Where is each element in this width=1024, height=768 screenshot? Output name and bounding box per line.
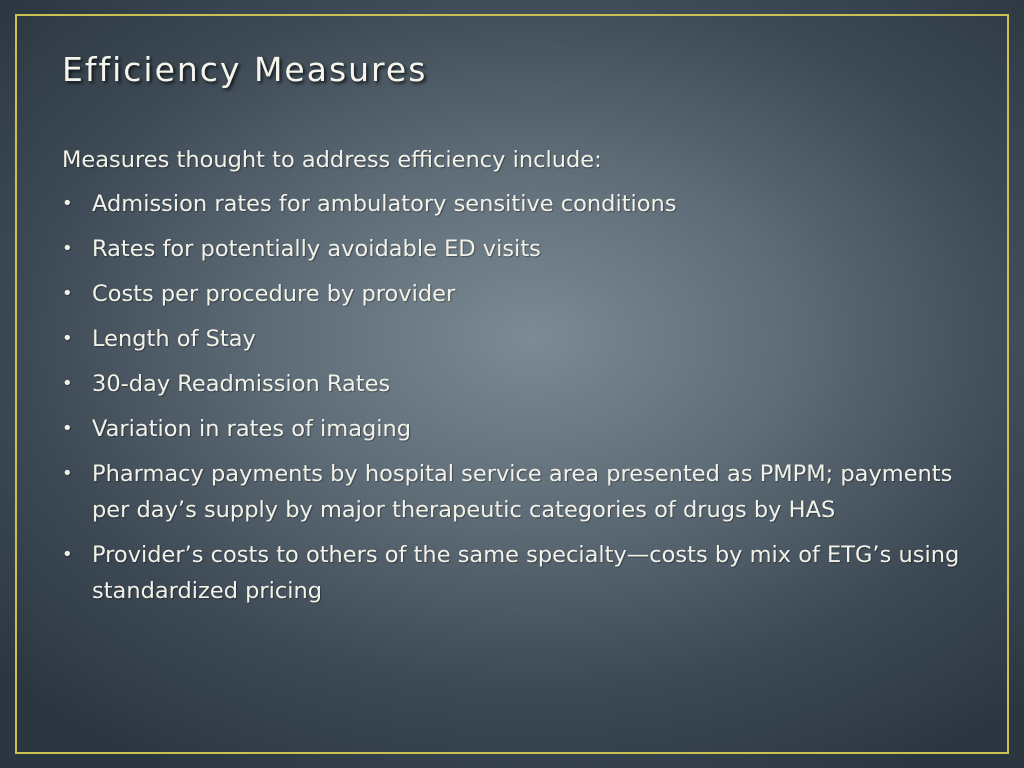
bullet-item: [62, 276, 972, 312]
slide-body: [62, 142, 972, 618]
bullet-icon: •: [62, 193, 73, 214]
bullet-item: [62, 456, 972, 528]
bullet-icon: •: [62, 418, 73, 439]
bullet-text: Costs per procedure by provider: [92, 281, 456, 307]
bullet-icon: •: [62, 238, 73, 259]
bullet-text: Length of Stay: [92, 326, 256, 352]
slide-title: Efficiency Measures: [62, 50, 428, 89]
bullet-text: 30-day Readmission Rates: [92, 371, 391, 397]
bullet-text: Provider’s costs to others of the same specialty—costs by mix of ETG’s using standardized pricing: [92, 542, 960, 604]
bullet-list: [62, 186, 972, 609]
bullet-icon: •: [62, 544, 73, 565]
bullet-text: Variation in rates of imaging: [92, 416, 412, 442]
bullet-text: Admission rates for ambulatory sensitive conditions: [92, 191, 677, 217]
bullet-text: Pharmacy payments by hospital service area presented as PMPM; payments per day’s supply by major therapeutic categories of drugs by HAS: [92, 461, 953, 523]
bullet-icon: •: [62, 373, 73, 394]
bullet-icon: •: [62, 463, 73, 484]
bullet-item: [62, 231, 972, 267]
bullet-item: [62, 321, 972, 357]
bullet-item: [62, 186, 972, 222]
bullet-item: [62, 366, 972, 402]
bullet-item: [62, 411, 972, 447]
bullet-item: [62, 537, 972, 609]
bullet-icon: •: [62, 328, 73, 349]
bullet-text: Rates for potentially avoidable ED visits: [92, 236, 541, 262]
intro-text: Measures thought to address efficiency include:: [62, 147, 602, 173]
bullet-icon: •: [62, 283, 73, 304]
